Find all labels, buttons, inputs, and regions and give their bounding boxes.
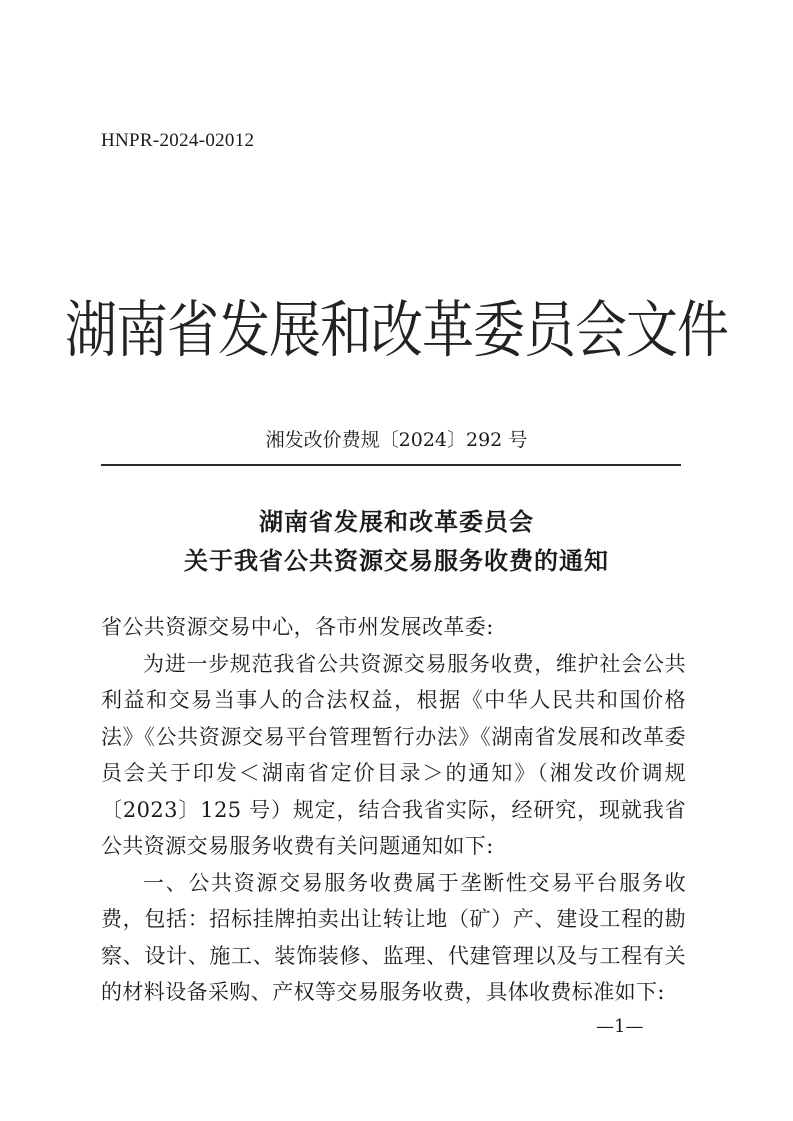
document-header: 湖南省发展和改革委员会文件 [64,295,728,367]
body-paragraph: 为进一步规范我省公共资源交易服务收费，维护社会公共利益和交易当事人的合法权益，根据《中华人民共和国价格法》《公共资源交易平台管理暂行办法》《湖南省发展和改革委员会关于印发＜湖南省定价目录＞的通知》（湘发改价调规〔2023〕125 号）规定，结合我省实际，经研究，现就我省公共资源交易服务收费有关问题通知如下: [101,651,686,858]
document-title-line-1: 湖南省发展和改革委员会 [259,508,534,536]
page-number: —1— [596,1016,644,1037]
document-title-line-2: 关于我省公共资源交易服务收费的通知 [184,547,609,575]
body-paragraph: 一、公共资源交易服务收费属于垄断性交易平台服务收费，包括：招标挂牌拍卖出让转让地（矿）产、建设工程的勘察、设计、施工、装饰装修、监理、代建管理以及与工程有关的材料设备采购、产权等交易服务收费，具体收费标准如下: [101,870,686,1004]
document-body [101,609,686,1011]
salutation: 省公共资源交易中心，各市州发展改革委: [101,615,494,639]
header-divider [101,464,681,466]
document-code: HNPR-2024-02012 [101,130,255,151]
document-number: 湘发改价费规〔2024〕292 号 [265,429,528,451]
